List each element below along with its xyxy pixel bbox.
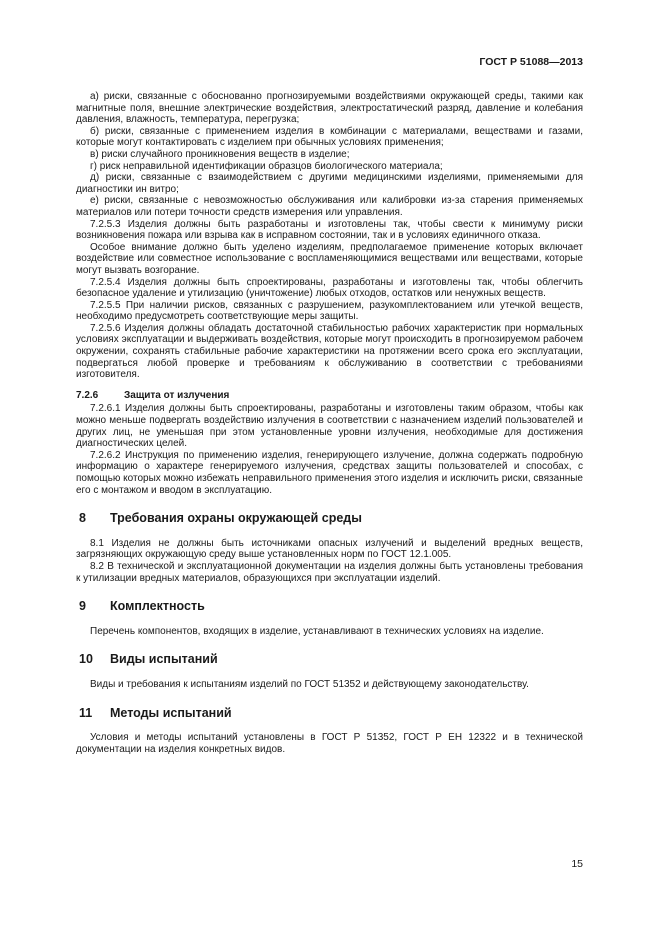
- paragraph-risk-v: в) риски случайного проникновения веществ в изделие;: [90, 148, 350, 160]
- subsection-number: 7.2.6: [76, 389, 99, 401]
- section-10-title: Виды испытаний: [110, 652, 218, 667]
- paragraph-section-9: Перечень компонентов, входящих в изделие, устанавливают в технических условиях на изделие.: [90, 625, 544, 637]
- subsection-title: Защита от излучения: [124, 389, 230, 401]
- section-9-heading: [76, 601, 583, 613]
- section-8-title: Требования охраны окружающей среды: [110, 511, 362, 526]
- section-8-number: 8: [79, 511, 86, 526]
- section-8-heading: [76, 513, 583, 525]
- section-10-number: 10: [79, 652, 93, 667]
- page-content: [76, 91, 583, 755]
- paragraph-risk-d: д) риски, связанные с взаимодействием с другими медицинскими изделиями, применяемыми для диагностики ин витро;: [76, 172, 583, 195]
- subsection-heading: [76, 390, 583, 402]
- section-9-title: Комплектность: [110, 599, 205, 614]
- section-9-number: 9: [79, 599, 86, 614]
- paragraph-section-10: Виды и требования к испытаниям изделий по ГОСТ 51352 и действующему законодательству.: [90, 678, 529, 690]
- paragraph-risk-e: е) риски, связанные с невозможностью обслуживания или калибровки из-за старения применяемых материалов или потери точности средств измерения или управления.: [76, 195, 583, 218]
- paragraph-7-2-6-1: 7.2.6.1 Изделия должны быть спроектированы, разработаны и изготовлены таким образом, чтобы как можно меньше подвергать воздействию излучения в соответствии с назначением изделий пользователей и других лиц, не уменьшая при этом установленные уровни излучения, необходимые для достижения диагностических целей.: [76, 403, 583, 450]
- section-11-number: 11: [79, 705, 93, 720]
- paragraph-7-2-5-4: 7.2.5.4 Изделия должны быть спроектированы, разработаны и изготовлены так, чтобы облегчить безопасное удаление и утилизацию (уничтожение) любых отходов, остатков или ненужных веществ.: [76, 276, 583, 300]
- paragraph-7-2-5-5: 7.2.5.5 При наличии рисков, связанных с разрушением, разукомплектованием или утечкой веществ, необходимо предусмотреть соответствующие меры защиты.: [76, 299, 583, 323]
- section-11-title: Методы испытаний: [110, 705, 232, 720]
- paragraph-7-2-5-3: 7.2.5.3 Изделия должны быть разработаны и изготовлены так, чтобы свести к минимуму риски возникновения пожара или взрыва как в исправном состоянии, так и в условиях единичного отказа.: [76, 218, 583, 242]
- paragraph-7-2-5-6: 7.2.5.6 Изделия должны обладать достаточной стабильностью рабочих характеристик при нормальных условиях эксплуатации и выдерживать воздействия, которые могут происходить в прогнозируемом рабочем окружении, сохранять стабильные рабочие характеристики на протяжении всего срока его эксплуатации, подвергаться любой проверке и требованиям к обслуживанию в соответствии с требованиями изготовителя.: [76, 322, 583, 381]
- paragraph-8-2: 8.2 В технической и эксплуатационной документации на изделия должны быть установлены требования к утилизации вредных материалов, образующихся при эксплуатации изделий.: [76, 560, 583, 584]
- section-10-heading: [76, 654, 583, 666]
- paragraph-8-1: 8.1 Изделия не должны быть источниками опасных излучений и выделений вредных веществ, загрязняющих окружающую среду выше установленных норм по ГОСТ 12.1.005.: [76, 537, 583, 561]
- paragraph-risk-g: г) риск неправильной идентификации образцов биологического материала;: [90, 160, 443, 172]
- page-number: 15: [571, 858, 583, 870]
- page-header-standard-id: ГОСТ Р 51088—2013: [479, 56, 583, 68]
- section-11-heading: [76, 705, 583, 720]
- paragraph-7-2-6-2: 7.2.6.2 Инструкция по применению изделия, генерирующего излучение, должна содержать подробную информацию о характере генерируемого излучения, средствах защиты пользователей и способах, с помощью которых можно избежать неправильного применения этого изделия и исключить риски, связанные его с монтажом и вводом в эксплуатацию.: [76, 449, 583, 496]
- paragraph-section-11: Условия и методы испытаний установлены в ГОСТ Р 51352, ГОСТ Р ЕН 12322 и в технической документации на изделия конкретных видов.: [76, 732, 583, 755]
- paragraph-risk-a: а) риски, связанные с обоснованно прогнозируемыми воздействиями окружающей среды, такими как магнитные поля, внешние электрические воздействия, электростатический разряд, давление и колебания давления, влажность, температура, перегрузка;: [76, 91, 583, 126]
- paragraph-special-attention: Особое внимание должно быть уделено изделиям, предполагаемое применение которых включает воздействие или совместное использование с воспламеняющимися веществами или веществами, которые могут вызвать возгорание.: [76, 241, 583, 276]
- paragraph-risk-b: б) риски, связанные с применением изделия в комбинации с материалами, веществами и газами, которые могут контактировать с изделием при обычных условиях применения;: [76, 125, 583, 149]
